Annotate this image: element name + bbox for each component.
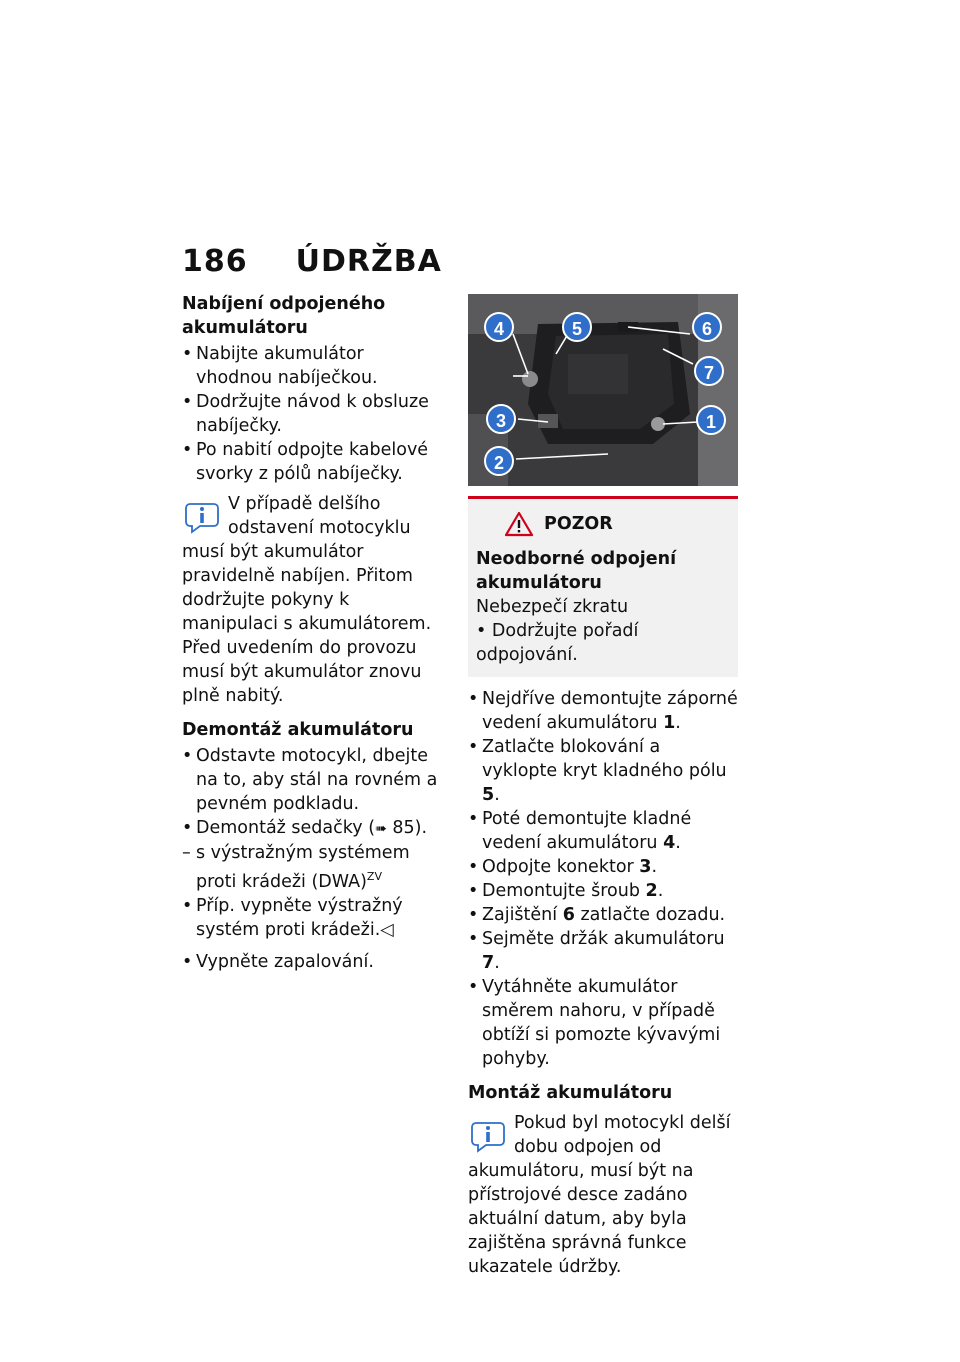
warning-item: • Dodržujte pořadí odpojování. (476, 621, 639, 665)
page-header (182, 244, 442, 279)
end-mark-icon: ◁ (380, 919, 394, 940)
callout-7: 7 (694, 356, 724, 386)
list-item: • Nabijte akumulátor vhodnou nabíječkou. (182, 342, 440, 390)
list-item (182, 816, 440, 841)
list-item-text: Demontáž sedačky ( (196, 818, 376, 838)
dash-item (182, 841, 440, 894)
list-item: • Demontujte šroub 2. (468, 879, 738, 903)
callout-4: 4 (484, 312, 514, 342)
list-item: • Vytáhněte akumulátor směrem nahoru, v případě obtíží si pomozte kývavými pohyby. (468, 975, 738, 1071)
list-item (182, 894, 440, 942)
list-item: • Poté demontujte kladné vedení akumulátoru 4. (468, 807, 738, 855)
list-item: • Zatlačte blokování a vyklopte kryt kladného pólu 5. (468, 735, 738, 807)
list-item: • Odstavte motocykl, dbejte na to, aby stál na rovném a pevném podkladu. (182, 744, 440, 816)
callout-1: 1 (696, 405, 726, 435)
warning-title: Neodborné odpojení akumulátoru (476, 549, 677, 593)
section-title-removal: Demontáž akumulátoru (182, 720, 414, 740)
list-item: • Nejdříve demontujte záporné vedení akumulátoru 1. (468, 687, 738, 735)
warning-header (476, 511, 730, 537)
page-ref: 85). (392, 818, 428, 838)
list-item: • Odpojte konektor 3. (468, 855, 738, 879)
warning-text: Nebezpečí zkratu (476, 597, 629, 617)
callout-2: 2 (484, 446, 514, 476)
warning-box (468, 496, 738, 677)
battery-photo (468, 294, 738, 486)
dash-item-text: s výstražným systémem proti krádeži (DWA) (196, 843, 410, 892)
info-text: Pokud byl motocykl delší dobu odpojen od akumulátoru, musí být na přístrojové desce zadáno aktuální datum, aby byla zajištěna správná funkce ukazatele údržby. (468, 1113, 731, 1277)
list-item: • Zajištění 6 zatlačte dozadu. (468, 903, 738, 927)
warning-label: POZOR (544, 514, 613, 534)
list-item: • Po nabití odpojte kabelové svorky z pólů nabíječky. (182, 438, 440, 486)
warning-icon (504, 511, 534, 537)
left-column (182, 292, 440, 974)
list-item: • Vypněte zapalování. (182, 950, 440, 974)
section-title-installation: Montáž akumulátoru (468, 1083, 673, 1103)
info-note (468, 1111, 738, 1279)
page-ref-arrow-icon: ➠ (375, 821, 387, 837)
info-icon (468, 1115, 508, 1155)
chapter-title: ÚDRŽBA (295, 244, 442, 279)
info-text: V případě delšího odstavení motocyklu musí být akumulátor pravidelně nabíjen. Přitom dodržujte pokyny k manipulaci s akumulátorem. Před uvedením do provozu musí být akumulátor znovu plně nabitý. (182, 494, 432, 706)
callout-6: 6 (692, 312, 722, 342)
page-number: 186 (182, 244, 248, 279)
info-note (182, 492, 440, 708)
callout-3: 3 (486, 404, 516, 434)
list-item: • Dodržujte návod k obsluze nabíječky. (182, 390, 440, 438)
callout-5: 5 (562, 312, 592, 342)
right-column (468, 294, 738, 1279)
list-item-text: Příp. vypněte výstražný systém proti krádeži. (196, 895, 403, 940)
option-superscript: ZV (366, 870, 382, 883)
list-item: • Sejměte držák akumulátoru 7. (468, 927, 738, 975)
removal-steps (468, 687, 738, 1071)
info-icon (182, 496, 222, 536)
section-title-charging: Nabíjení odpojeného akumulátoru (182, 294, 386, 338)
